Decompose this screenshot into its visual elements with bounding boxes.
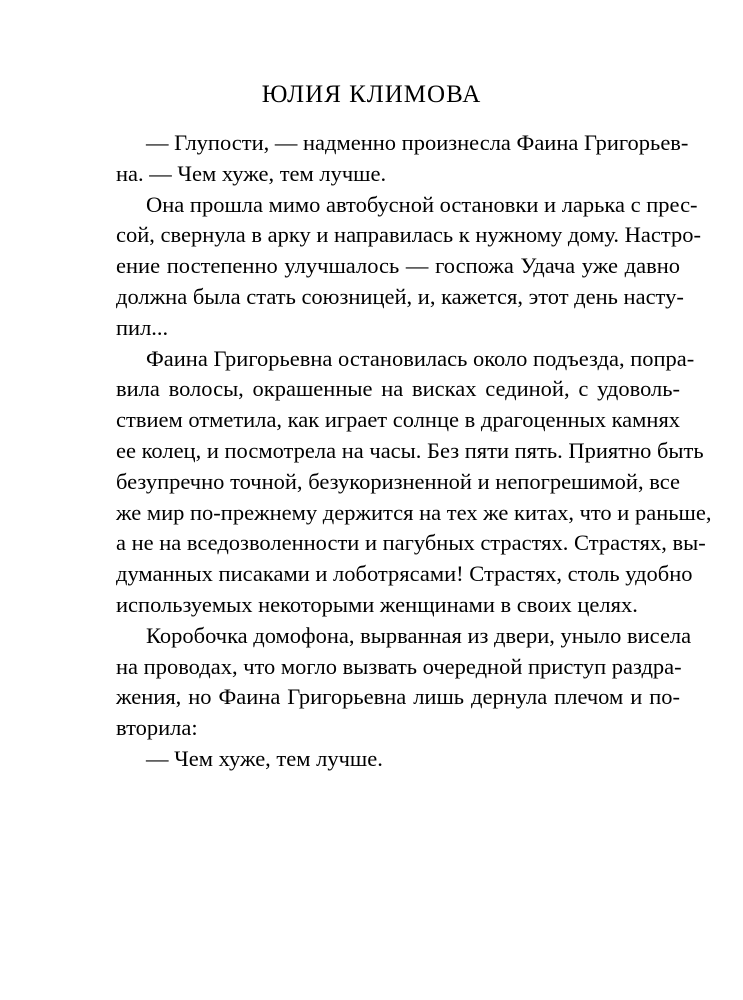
text-line: должна была стать союзницей, и, кажется, этот день насту-: [116, 283, 684, 309]
text-line: думанных писаками и лоботрясами! Страстях, столь удобно: [116, 561, 693, 587]
text-line: ение постепенно улучшалось — госпожа Удача уже давно: [116, 253, 680, 279]
text-line: Коробочка домофона, вырванная из двери, уныло висела: [146, 622, 692, 648]
text-line: — Глупости, — надменно произнесла Фаина Григорьев-: [146, 130, 689, 155]
text-line: же мир по-прежнему держится на тех же китах, что и раньше,: [116, 499, 712, 525]
text-line: пил...: [116, 314, 169, 340]
text-line: сой, свернула в арку и направилась к нужному дому. Настро-: [116, 222, 701, 248]
text-line: вила волосы, окрашенные на висках сединой, с удоволь-: [116, 376, 680, 402]
text-line: Она прошла мимо автобусной остановки и ларька с прес-: [146, 191, 698, 217]
text-line: ее колец, и посмотрела на часы. Без пяти пять. Приятно быть: [116, 437, 704, 463]
text-line: а не на вседозволенности и пагубных страстях. Страстях, вы-: [116, 530, 706, 556]
text-line: Фаина Григорьевна остановилась около подъезда, попра-: [146, 345, 695, 371]
text-line: ствием отметила, как играет солнце в драгоценных камнях: [116, 407, 681, 433]
text-line: безупречно точной, безукоризненной и непогрешимой, все: [116, 468, 680, 494]
text-line: используемых некоторыми женщинами в своих целях.: [116, 591, 638, 617]
text-line: жения, но Фаина Григорьевна лишь дернула плечом и по-: [116, 684, 680, 710]
text-line: на проводах, что могло вызвать очередной приступ раздра-: [116, 653, 682, 679]
running-title: ЮЛИЯ КЛИМОВА: [261, 81, 482, 108]
text-line: вторила:: [116, 715, 198, 741]
text-line: на. — Чем хуже, тем лучше.: [116, 160, 387, 186]
body-text: [116, 128, 712, 775]
text-line: — Чем хуже, тем лучше.: [146, 745, 383, 771]
